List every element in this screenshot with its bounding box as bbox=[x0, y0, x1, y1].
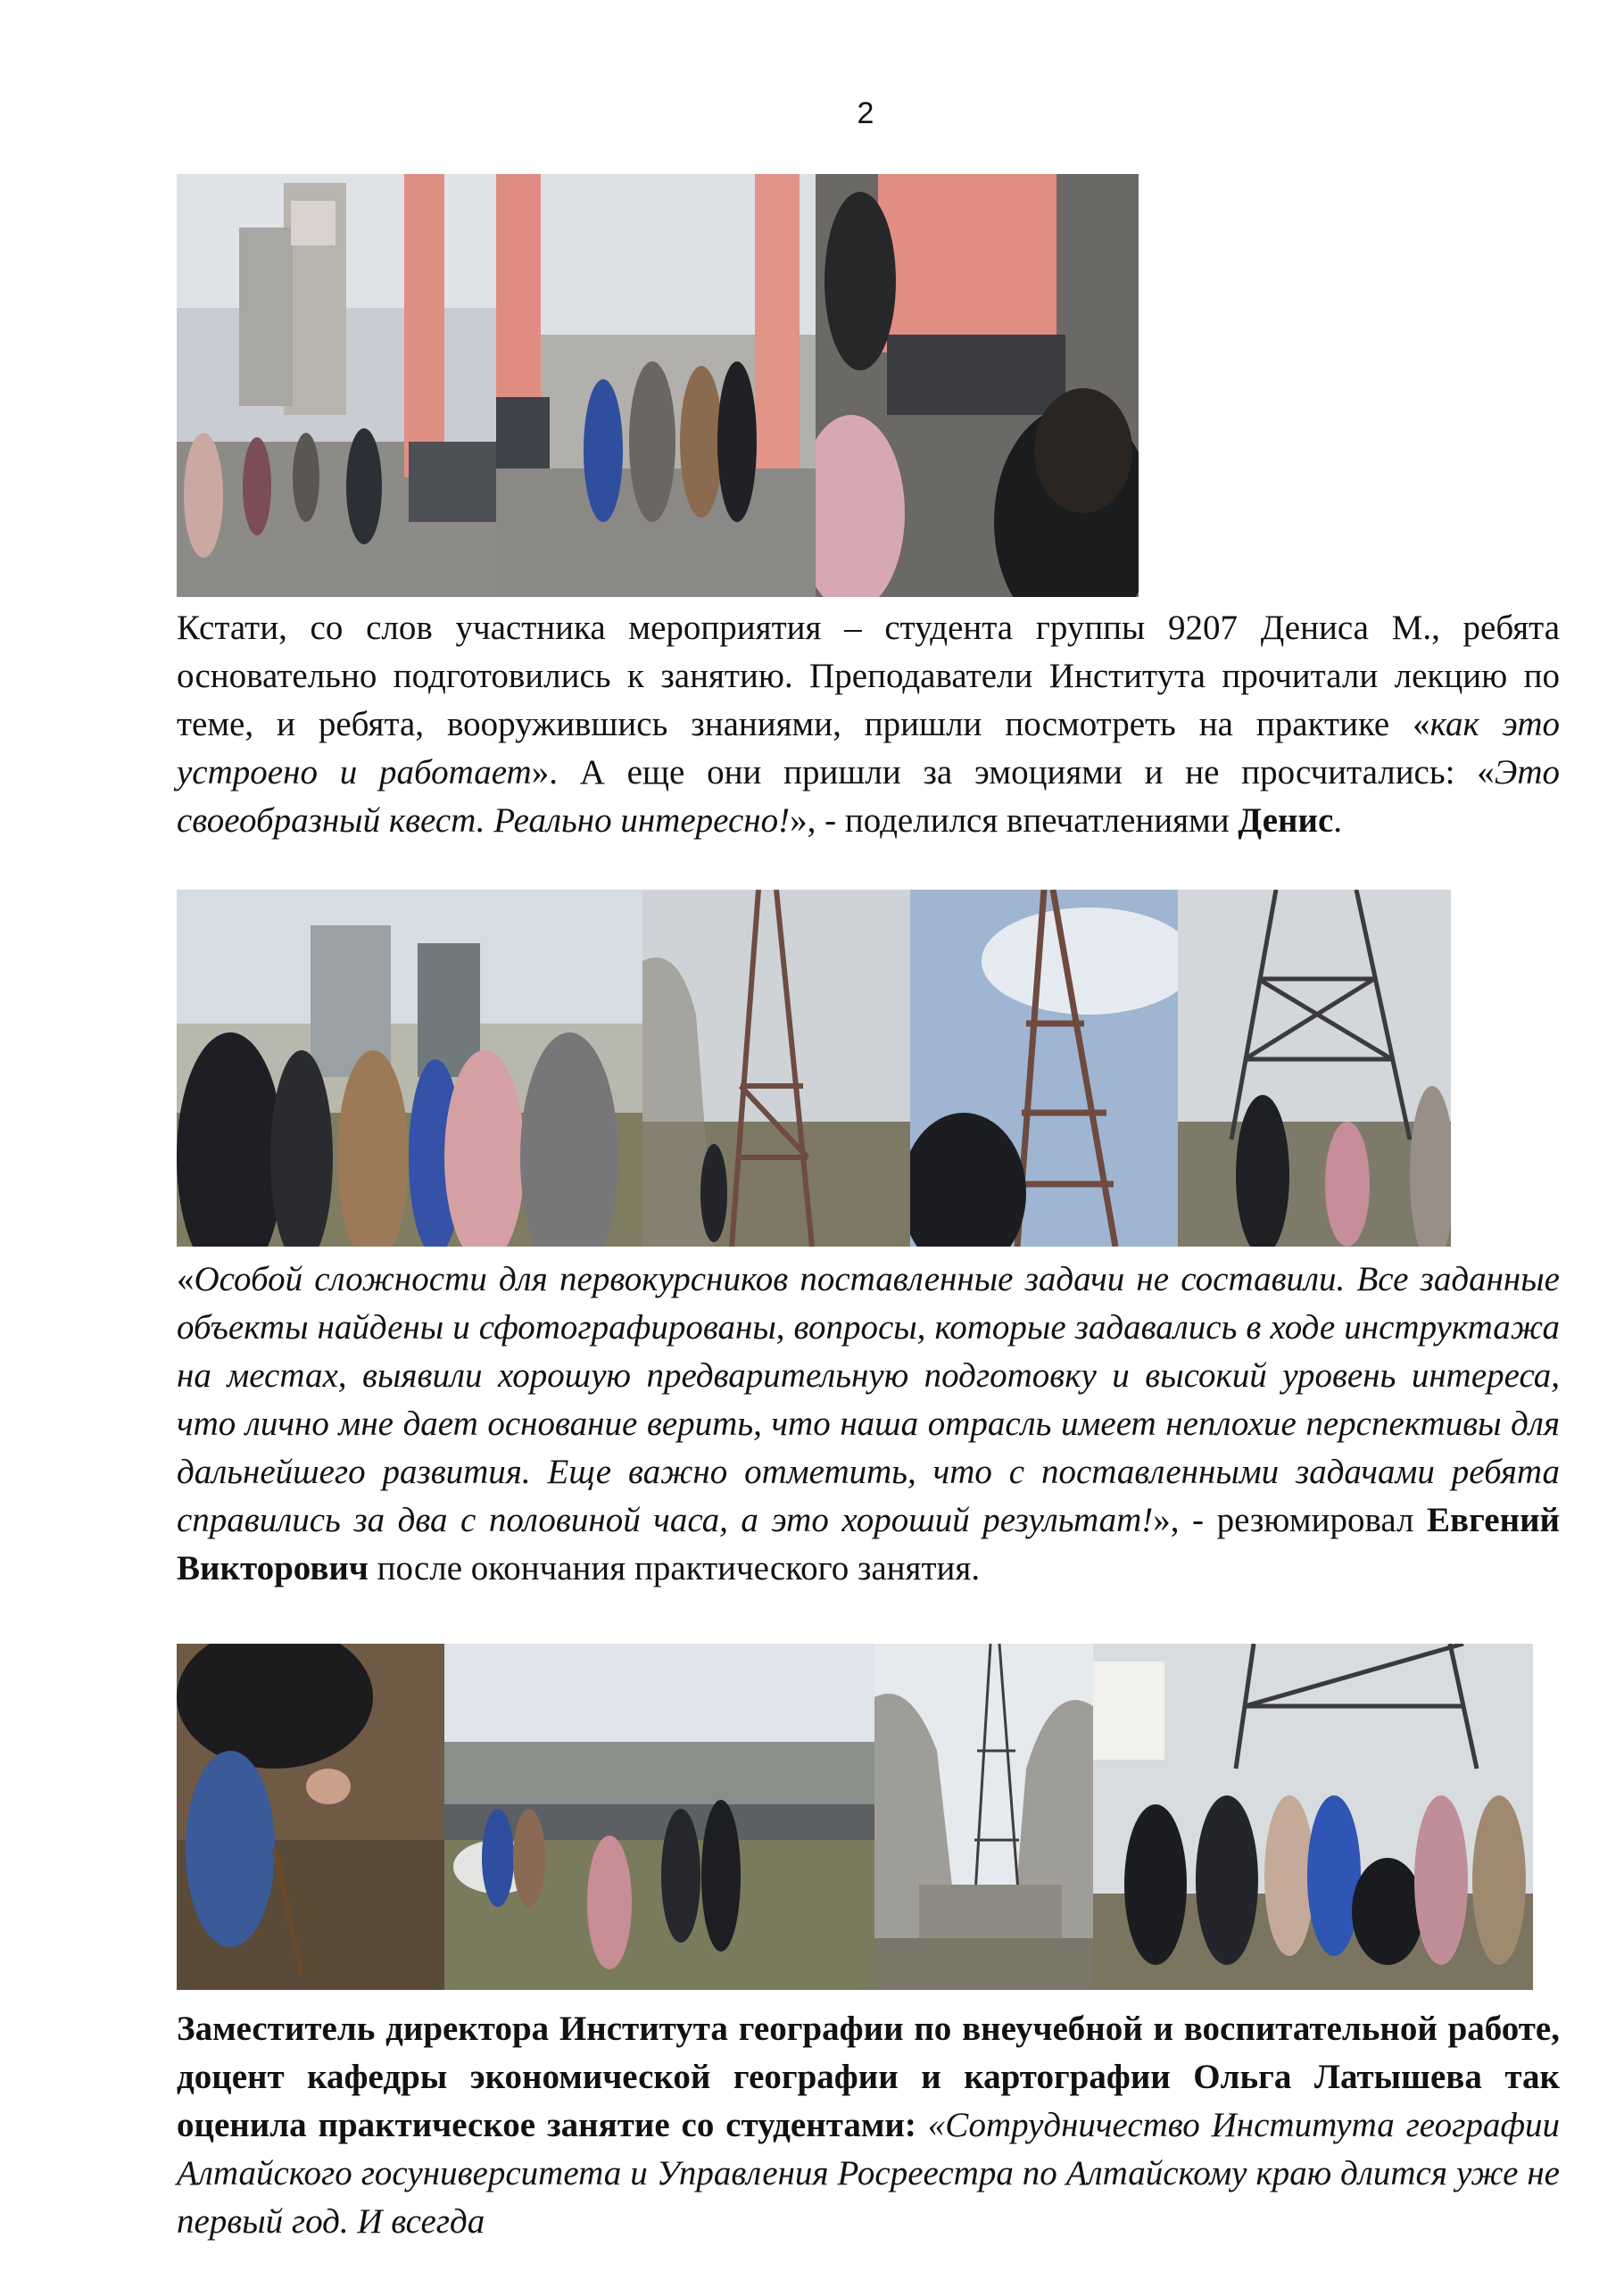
photo-row-1 bbox=[177, 174, 1139, 597]
photo-group-under-tower bbox=[1093, 1644, 1533, 1990]
photo-row-2 bbox=[177, 890, 1451, 1247]
photo-group-portrait-park bbox=[177, 890, 642, 1247]
paragraph-2 bbox=[177, 1256, 1560, 1593]
p3-intro: Заместитель директора Института географии по внеучебной и воспитательной работе, доцент кафедры экономической географии и картографии Ольга Латышева так оценила практическое занятие со студентами: bbox=[177, 2010, 1560, 2144]
p2-text-1: », - резюмировал bbox=[1153, 1501, 1428, 1539]
photo-survey-marker-ground bbox=[177, 1644, 444, 1990]
page-number: 2 bbox=[857, 96, 874, 130]
p2-open-quote: « bbox=[177, 1260, 195, 1298]
photo-tower-field-group bbox=[1178, 890, 1451, 1247]
photo-roadside-group bbox=[444, 1644, 874, 1990]
photo-street-group bbox=[177, 174, 496, 597]
photo-row-3 bbox=[177, 1644, 1533, 1990]
p1-quote-1: как это устроено и работает bbox=[177, 705, 1560, 792]
p2-text-2: после окончания практического занятия. bbox=[368, 1549, 981, 1587]
paragraph-1 bbox=[177, 604, 1560, 845]
p1-text-1: Кстати, со слов участника мероприятия – студента группы 9207 Дениса М., ребята основательно подготовились к занятию. Преподаватели Института прочитали лекцию по теме, и ребята, вооружившись знаниями, пришли посмотреть на практике « bbox=[177, 609, 1560, 743]
p3-quote: «Сотрудничество Института географии Алтайского госуниверситета и Управления Росреестра по Алтайскому краю длится уже не первый год. И всегда bbox=[177, 2106, 1561, 2241]
p2-quote: Особой сложности для первокурсников поставленные задачи не составили. Все заданные объекты найдены и сфотографированы, вопросы, которые задавались в ходе инструктажа на местах, выявили хорошую предварительную подготовку и высокий уровень интереса, что лично мне дает основание верить, что наша отрасль имеет неплохие перспективы для дальнейшего развития. Еще важно отметить, что с поставленными задачами ребята справились за два с половиной часа, а это хороший результат! bbox=[177, 1260, 1560, 1539]
photo-building-corner-group bbox=[496, 174, 816, 597]
p1-name: Денис bbox=[1238, 801, 1334, 840]
photo-tower-low-angle bbox=[910, 890, 1178, 1247]
p1-text-4: . bbox=[1333, 801, 1343, 840]
photo-tall-tower-distant bbox=[874, 1644, 1093, 1990]
p2-name: Евгений Викторович bbox=[177, 1501, 1561, 1587]
p1-quote-2: Это своеобразный квест. Реально интересно! bbox=[177, 753, 1560, 840]
photo-metal-tower-small bbox=[642, 890, 910, 1247]
photo-close-up-group bbox=[816, 174, 1139, 597]
paragraph-3 bbox=[177, 2005, 1560, 2246]
p1-text-2: ». А еще они пришли за эмоциями и не просчитались: « bbox=[531, 753, 1495, 792]
p1-text-3: », - поделился впечатлениями bbox=[790, 801, 1239, 840]
